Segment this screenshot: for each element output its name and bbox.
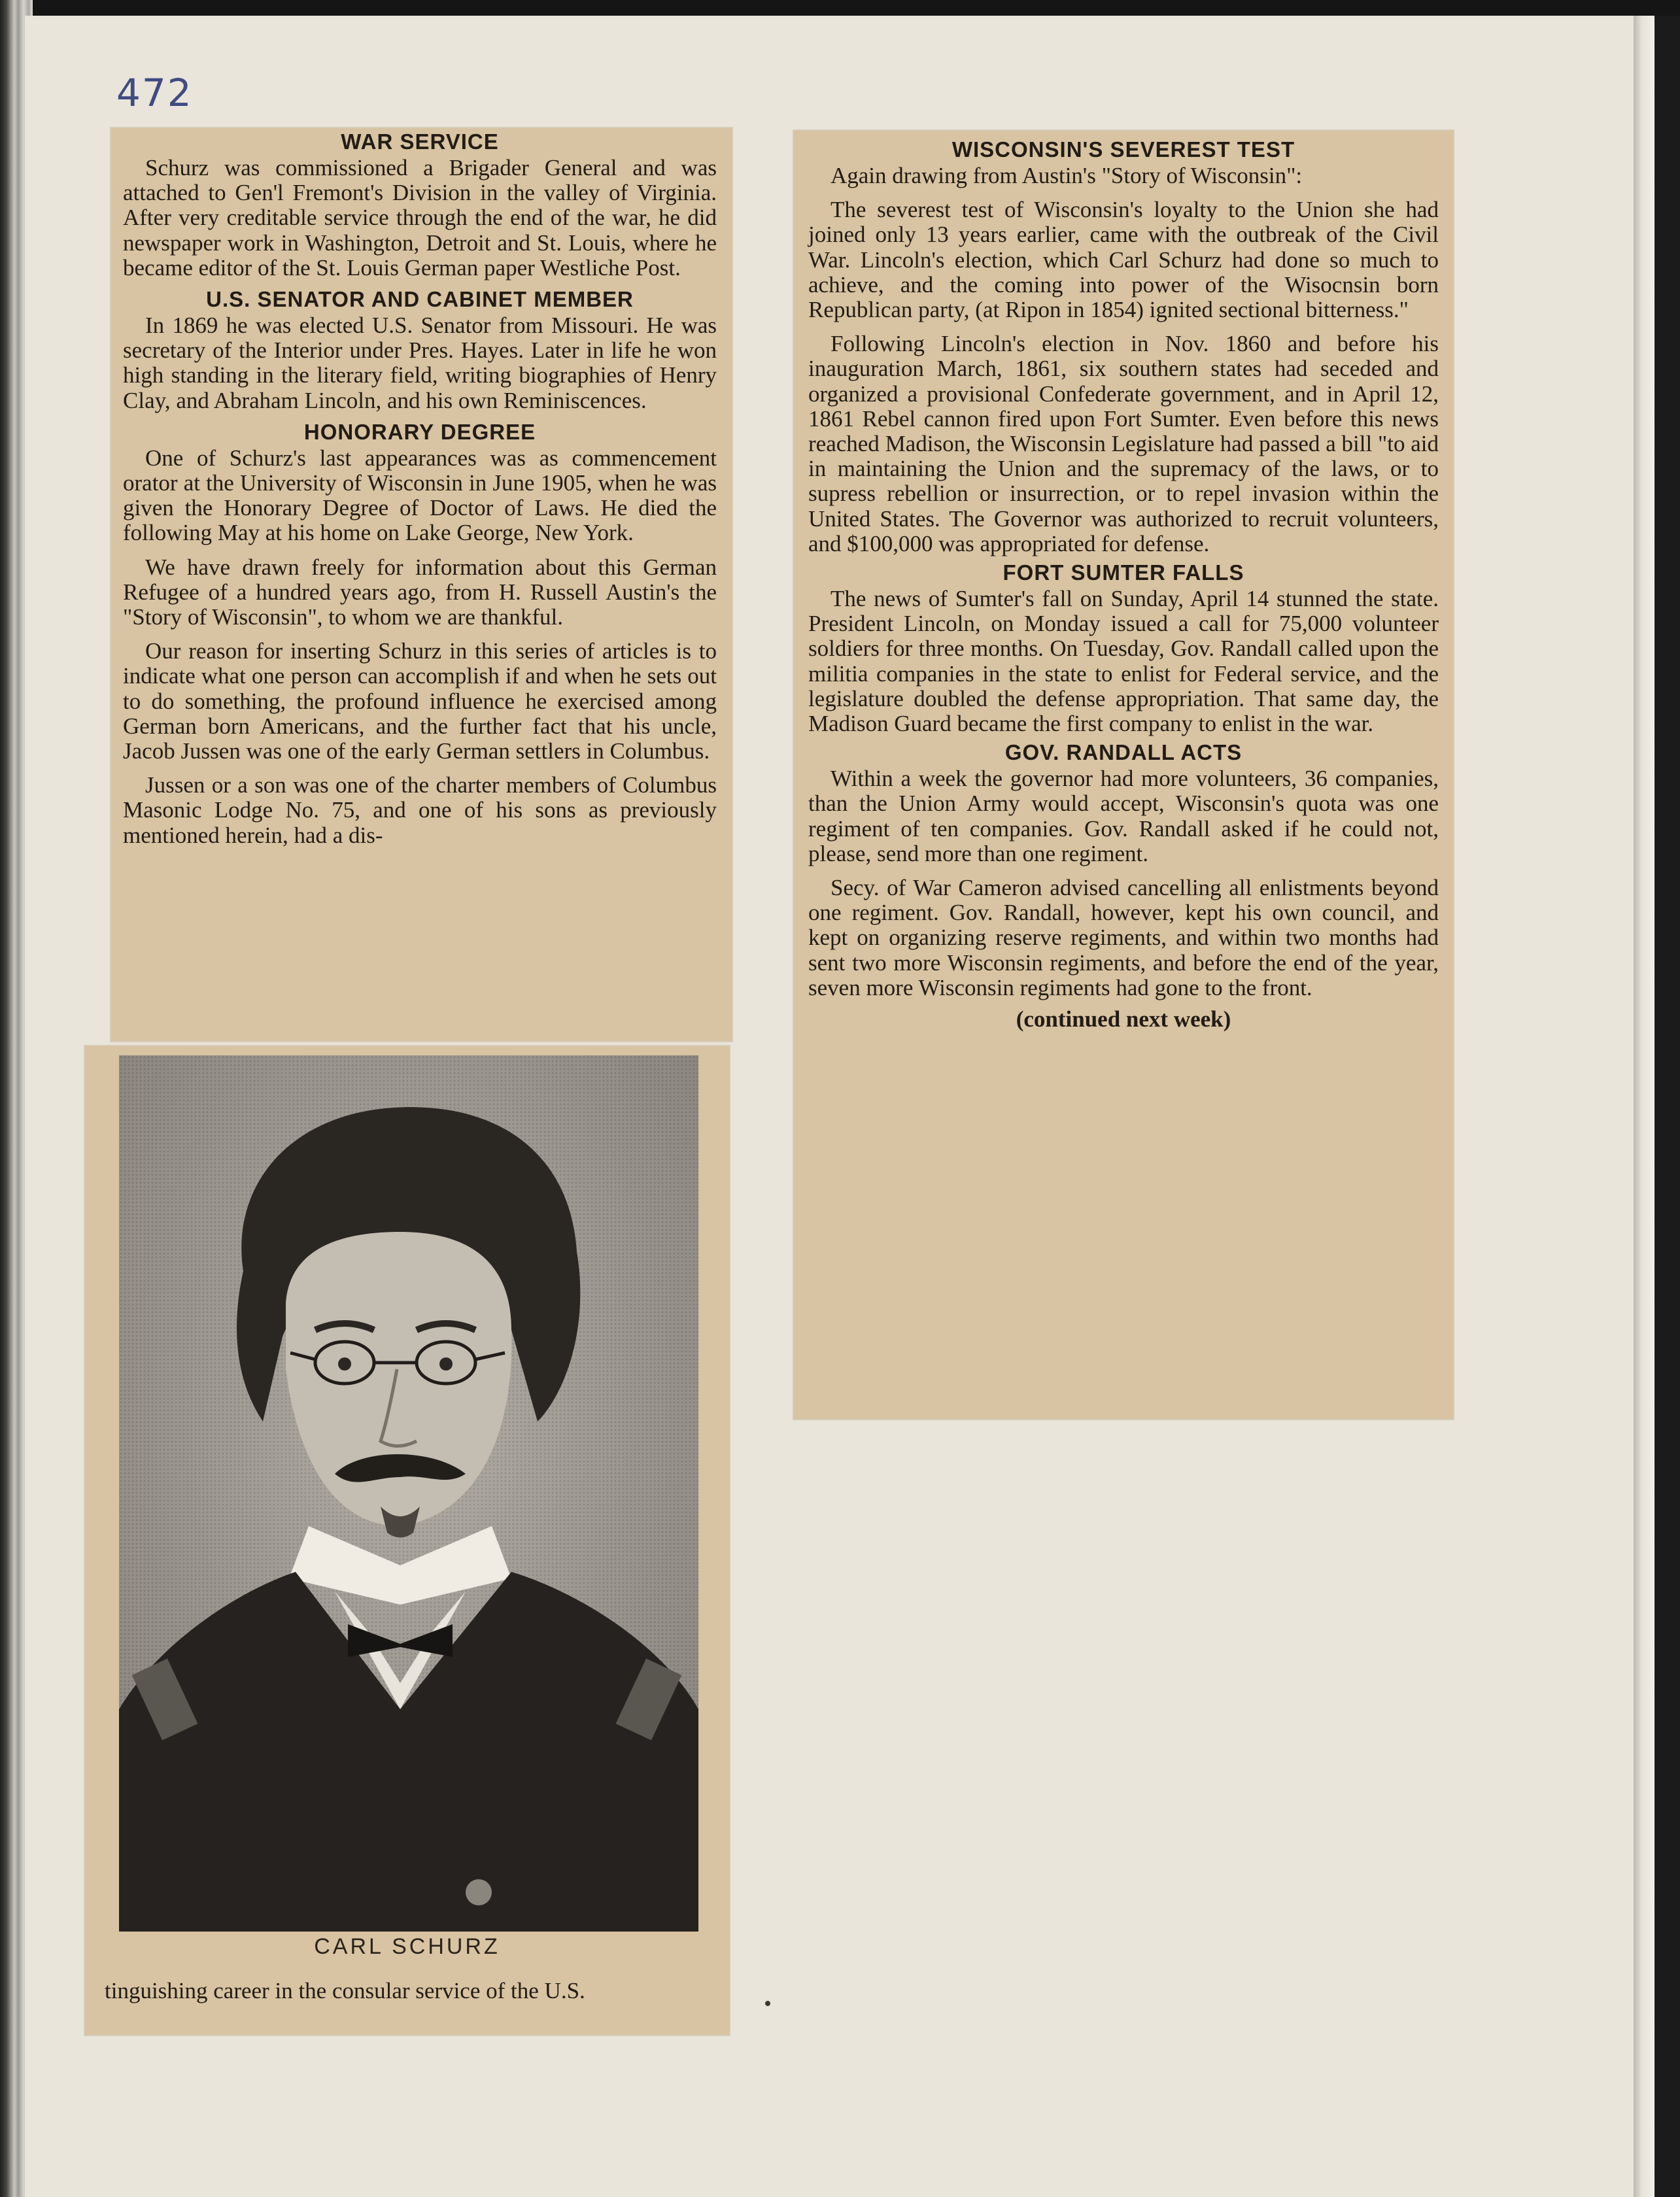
continued-paragraph-end: tinguishing career in the consular service of the U.S. (105, 1978, 585, 2003)
paragraph: The severest test of Wisconsin's loyalty to the Union she had joined only 13 years earlier, came with the outbreak of the Civil War. Lincoln's election, which Carl Schurz had done so much to achieve, and the coming into power of the Wisocnsin born Republican party, (at Ripon in 1854) ignited sectional bitterness." (808, 197, 1439, 323)
paragraph: Secy. of War Cameron advised cancelling all enlistments beyond one regiment. Gov. Randall, however, kept his own council, and kept on organizing reserve regiments, and within two months had sent two more Wisconsin regiments, and before the end of the year, seven more Wisconsin regiments had gone to the front. (808, 875, 1439, 1000)
clipping-right-article (794, 131, 1453, 1419)
heading-randall-acts: GOV. RANDALL ACTS (1004, 740, 1243, 765)
scan-top-border (0, 0, 1680, 16)
paragraph: The news of Sumter's fall on Sunday, April 14 stunned the state. President Lincoln, on Monday issued a call for 75,000 volunteer soldiers for three months. On Tuesday, Gov. Randall called upon the militia companies in the state to enlist for Federal service, and the legislature doubled the defense appropriation. That same day, the Madison Guard became the first company to enlist in the war. (808, 586, 1439, 737)
left-article-body (123, 128, 717, 848)
portrait-caption: CARL SCHURZ (314, 1934, 500, 1959)
right-article-body (808, 136, 1439, 1032)
paragraph: Following Lincoln's election in Nov. 1860 and before his inauguration March, 1861, six southern states had seceded and organized a provisional Confederate government, and in April 12, 1861 Rebel cannon fired upon Fort Sumter. Even before this news reached Madison, the Wisconsin Legislature had passed a bill "to aid in maintaining the Union and the supremacy of the laws, or to supress rebellion or insurrection, or to repel invasion within the United States. The Governor was authorized to recruit volunteers, and $100,000 was appropriated for defense. (808, 331, 1439, 556)
heading-severest-test: WISCONSIN'S SEVEREST TEST (951, 137, 1295, 162)
heading-honorary-degree: HONORARY DEGREE (303, 419, 536, 444)
page-mark (765, 2001, 770, 2006)
continued-note: (continued next week) (1016, 1006, 1231, 1032)
paragraph: In 1869 he was elected U.S. Senator from Missouri. He was secretary of the Interior under Pres. Hayes. Later in life he won high standing in the literary field, writing biographies of Henry Clay, and Abraham Lincoln, and his own Reminiscences. (123, 313, 717, 413)
paragraph: One of Schurz's last appearances was as commencement orator at the University of Wisconsin in June 1905, when he was given the Honorary Degree of Doctor of Laws. He died the following May at his home on Lake George, New York. (123, 445, 717, 546)
heading-senator: U.S. SENATOR AND CABINET MEMBER (206, 287, 634, 312)
paragraph: Our reason for inserting Schurz in this series of articles is to indicate what one person can accomplish if and when he sets out to do something, the profound influence he exercised among German born Americans, and the further fact that his uncle, Jacob Jussen was one of the early German settlers in Columbus. (123, 638, 717, 764)
paragraph: Jussen or a son was one of the charter members of Columbus Masonic Lodge No. 75, and one of his sons as previously mentioned herein, had a dis- (123, 772, 717, 848)
paragraph: Again drawing from Austin's "Story of Wisconsin": (831, 163, 1303, 188)
heading-fort-sumter: FORT SUMTER FALLS (1003, 560, 1244, 585)
portrait-photo (119, 1055, 698, 1932)
clipping-portrait (85, 1046, 729, 2035)
paragraph: Within a week the governor had more volunteers, 36 companies, than the Union Army would accept, Wisconsin's quota was one regiment of ten companies. Gov. Randall asked if he could not, please, send more than one regiment. (808, 766, 1439, 866)
paragraph: We have drawn freely for information about this German Refugee of a hundred years ago, from H. Russell Austin's the "Story of Wisconsin", to whom we are thankful. (123, 554, 717, 630)
page-edge (1634, 16, 1654, 2197)
paragraph: Schurz was commissioned a Brigader General and was attached to Gen'l Fremont's Division in the valley of Virginia. After very creditable service through the end of the war, he did newspaper work in Washington, Detroit and St. Louis, where he became editor of the St. Louis German paper Westliche Post. (123, 155, 717, 281)
clipping-left-article (111, 128, 732, 1041)
heading-war-service: WAR SERVICE (341, 129, 499, 154)
page-number: 472 (116, 71, 193, 115)
